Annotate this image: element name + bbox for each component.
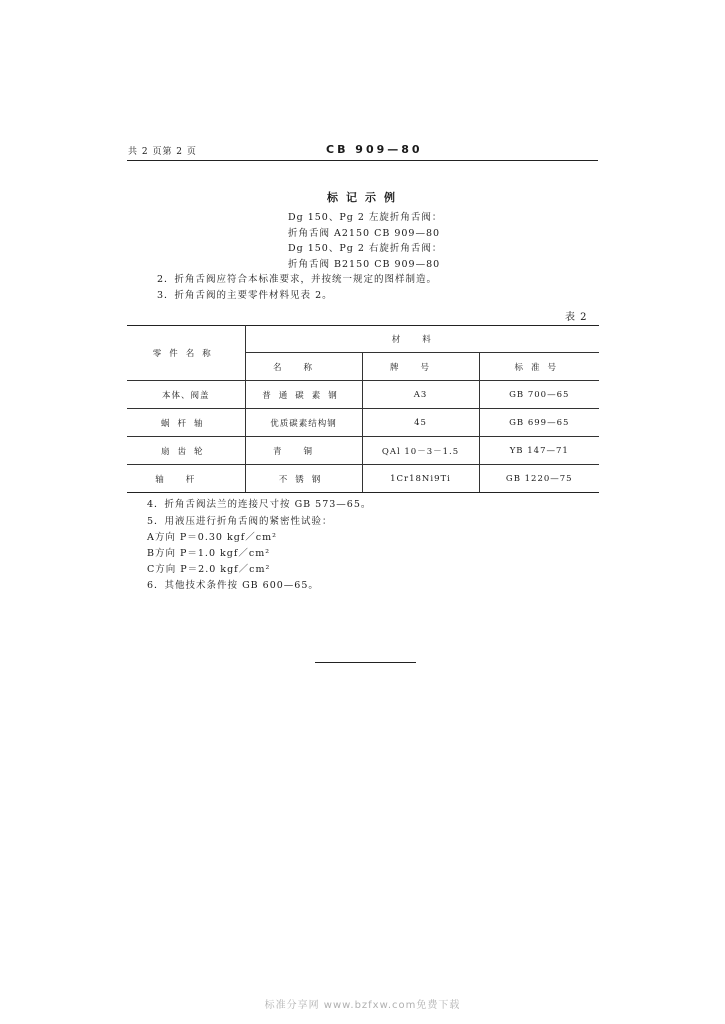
cell-name: 不锈钢 — [245, 465, 362, 493]
materials-table — [127, 325, 599, 493]
header-part-name: 零件名称 — [127, 326, 245, 381]
marking-line: Dg 150、Pg 2 右旋折角舌阀： — [288, 243, 443, 254]
cell-part: 蜗杆轴 — [127, 409, 245, 437]
cell-part: 轴杆 — [127, 465, 245, 493]
header-standard: 标准号 — [479, 353, 599, 381]
header-grade: 牌号 — [362, 353, 479, 381]
footer-watermark: 标准分享网 www.bzfxw.com免费下载 — [264, 1000, 461, 1011]
cell-grade: A3 — [362, 381, 479, 409]
cell-name: 青铜 — [245, 437, 362, 465]
clause-3: 3．折角舌阀的主要零件材料见表 2。 — [157, 290, 333, 301]
marking-line: Dg 150、Pg 2 左旋折角舌阀： — [288, 212, 443, 223]
page-info: 共 2 页第 2 页 — [128, 147, 197, 157]
header-rule — [127, 160, 598, 161]
clause-2: 2．折角舌阀应符合本标准要求，并按统一规定的图样制造。 — [157, 274, 438, 285]
table-row — [127, 465, 599, 493]
cell-name: 优质碳素结构钢 — [245, 409, 362, 437]
table-caption: 表 2 — [565, 312, 588, 323]
cell-grade: 1Cr18Ni9Ti — [362, 465, 479, 493]
cell-standard: GB 1220—75 — [479, 465, 599, 493]
header-material: 材料 — [245, 326, 599, 353]
cell-standard: GB 699—65 — [479, 409, 599, 437]
clause-6: 6．其他技术条件按 GB 600—65。 — [147, 580, 319, 591]
table-row — [127, 381, 599, 409]
marking-line: 折角舌阀 A2150 CB 909—80 — [288, 228, 441, 239]
cell-standard: YB 147—71 — [479, 437, 599, 465]
cell-name: 普通碳素钢 — [245, 381, 362, 409]
table-row — [127, 437, 599, 465]
cell-part: 本体、阀盖 — [127, 381, 245, 409]
table-row — [127, 409, 599, 437]
test-pressure-b: B方向 P＝1.0 kgf／cm² — [147, 548, 271, 559]
standard-code: CB 909—80 — [326, 143, 423, 156]
header-name: 名称 — [245, 353, 362, 381]
cell-grade: QAl 10－3－1.5 — [362, 437, 479, 465]
section-title: 标记示例 — [327, 191, 403, 204]
clause-4: 4．折角舌阀法兰的连接尺寸按 GB 573—65。 — [147, 499, 372, 510]
cell-standard: GB 700—65 — [479, 381, 599, 409]
cell-part: 扇齿轮 — [127, 437, 245, 465]
cell-grade: 45 — [362, 409, 479, 437]
test-pressure-a: A方向 P＝0.30 kgf／cm² — [147, 532, 277, 543]
test-pressure-c: C方向 P＝2.0 kgf／cm² — [147, 564, 271, 575]
marking-line: 折角舌阀 B2150 CB 909—80 — [288, 259, 441, 270]
end-rule — [315, 662, 416, 663]
clause-5: 5．用液压进行折角舌阀的紧密性试验： — [147, 516, 333, 527]
